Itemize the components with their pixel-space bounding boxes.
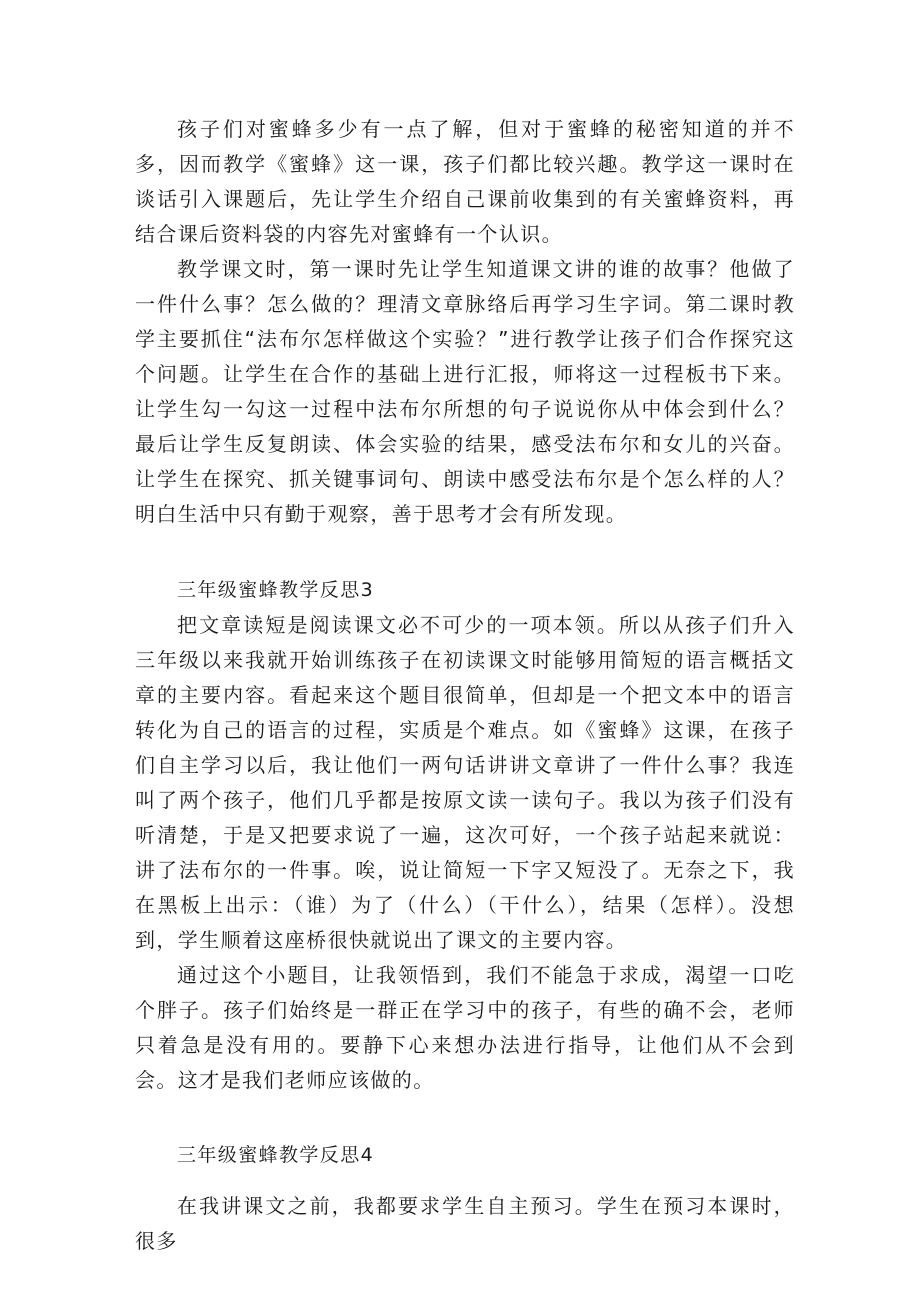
heading-gap (135, 1173, 795, 1189)
document-body (135, 112, 795, 1259)
section-heading-3: 三年级蜜蜂教学反思3 (177, 579, 375, 601)
paragraph-gap (135, 532, 795, 573)
paragraph-summarizing: 把文章读短是阅读课文必不可少的一项本领。所以从孩子们升入三年级以来我就开始训练孩子在初读课文时能够用简短的语言概括文章的主要内容。看起来这个题目很简单，但却是一个把文本中的语言转化为自己的语言的过程，实质是个难点。如《蜜蜂》这课，在孩子们自主学习以后，我让他们一两句话讲讲文章讲了一件什么事？我连叫了两个孩子，他们几乎都是按原文读一读句子。我以为孩子们没有听清楚，于是又把要求说了一遍，这次可好，一个孩子站起来就说：讲了法布尔的一件事。唉，说让简短一下字又短没了。无奈之下，我在黑板上出示：（谁）为了（什么）（干什么），结果（怎样）。没想到，学生顺着这座桥很快就说出了课文的主要内容。 (135, 613, 795, 952)
paragraph-intro: 孩子们对蜜蜂多少有一点了解，但对于蜜蜂的秘密知道的并不多，因而教学《蜜蜂》这一课，孩子们都比较兴趣。教学这一课时在谈话引入课题后，先让学生介绍自己课前收集到的有关蜜蜂资料，再结合课后资料袋的内容先对蜜蜂有一个认识。 (135, 117, 795, 246)
paragraph-lesson-teaching: 教学课文时，第一课时先让学生知道课文讲的谁的故事？他做了一件什么事？怎么做的？理清文章脉络后再学习生字词。第二课时教学主要抓住“法布尔怎样做这个实验？”进行教学让孩子们合作探究这个问题。让学生在合作的基础上进行汇报，师将这一过程板书下来。让学生勾一勾这一过程中法布尔所想的句子说说你从中体会到什么？最后让学生反复朗读、体会实验的结果，感受法布尔和女儿的兴奋。让学生在探究、抓关键事词句、朗读中感受法布尔是个怎么样的人？明白生活中只有勤于观察，善于思考才会有所发现。 (135, 257, 795, 526)
paragraph-gap (135, 1098, 795, 1138)
paragraph-reflection: 通过这个小题目，让我领悟到，我们不能急于求成，渴望一口吃个胖子。孩子们始终是一群正在学习中的孩子，有些的确不会，老师只着急是没有用的。要静下心来想办法进行指导，让他们从不会到会。这才是我们老师应该做的。 (135, 963, 795, 1092)
paragraph-preview: 在我讲课文之前，我都要求学生自主预习。学生在预习本课时，很多 (135, 1194, 795, 1253)
section-heading-4: 三年级蜜蜂教学反思4 (177, 1144, 375, 1166)
